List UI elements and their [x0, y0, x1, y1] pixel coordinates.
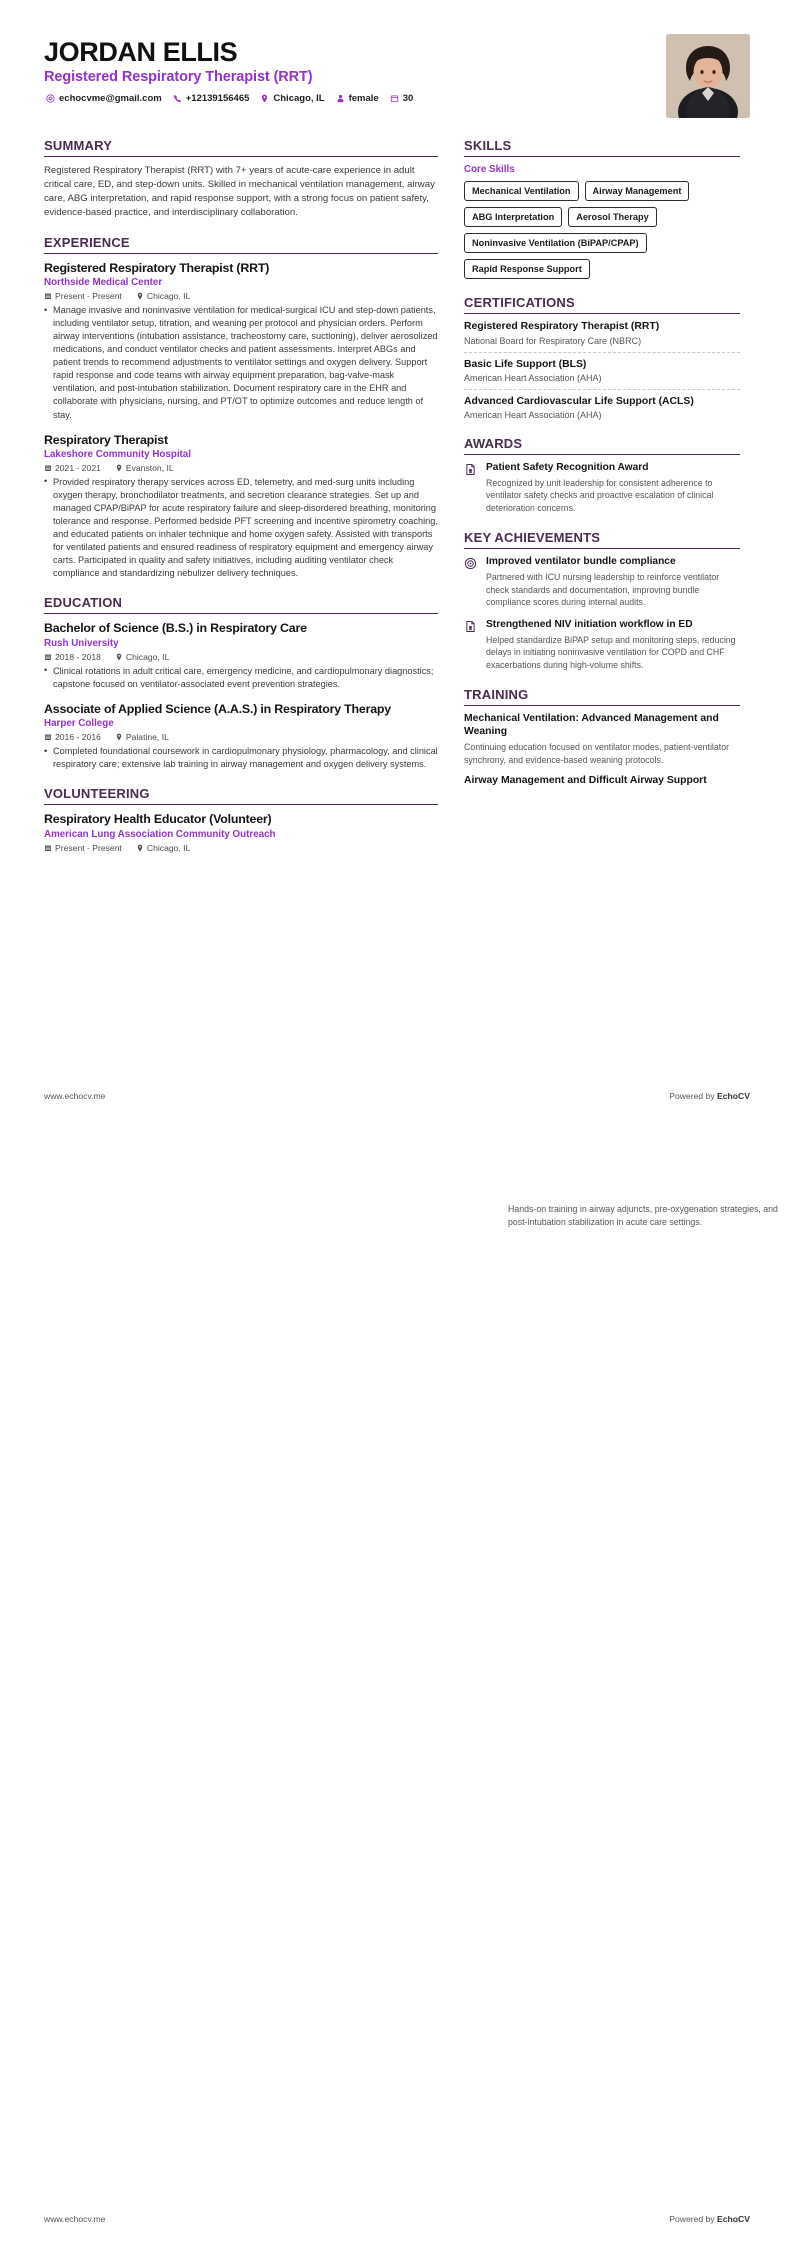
training-title: Mechanical Ventilation: Advanced Management and Weaning — [464, 713, 719, 737]
experience-location — [115, 463, 174, 473]
education-title: Associate of Applied Science (A.A.S.) in Respiratory Therapy — [44, 701, 391, 716]
section-experience — [44, 235, 438, 581]
education-location — [115, 652, 169, 662]
footer-brand — [669, 1091, 750, 1101]
certification-item — [464, 396, 740, 420]
professional-title: Registered Respiratory Therapist (RRT) — [44, 69, 313, 86]
footer-brand-name: EchoCV — [717, 1091, 750, 1101]
award-body — [486, 462, 740, 514]
email-icon — [46, 94, 55, 103]
section-heading-training: TRAINING — [464, 687, 740, 706]
contact-age-text: 30 — [402, 93, 414, 105]
education-dates-text: 2016 - 2016 — [55, 732, 101, 743]
education-org: Rush University — [44, 637, 119, 649]
certification-issuer: National Board for Respiratory Care (NBRC) — [464, 335, 642, 346]
volunteering-title: Respiratory Health Educator (Volunteer) — [44, 812, 272, 827]
section-heading-key-achievements: KEY ACHIEVEMENTS — [464, 530, 740, 549]
achievement-title: Improved ventilator bundle compliance — [486, 556, 676, 568]
contact-age — [390, 93, 414, 104]
location-pin-icon — [115, 653, 123, 661]
training-overflow-block — [508, 1203, 784, 1229]
location-pin-icon — [115, 464, 123, 472]
achievement-body — [486, 619, 740, 671]
page-title: JORDAN ELLIS — [44, 37, 238, 67]
page-footer — [44, 2214, 750, 2224]
certification-issuer: American Heart Association (AHA) — [464, 372, 602, 383]
footer-powered-prefix: Powered by — [669, 2214, 718, 2224]
volunteering-meta — [44, 843, 438, 853]
calendar-icon — [44, 733, 52, 741]
contact-email — [46, 93, 162, 104]
resume-page-2 — [0, 1123, 794, 2246]
calendar-icon — [44, 292, 52, 300]
achievement-item — [464, 619, 740, 671]
experience-dates-text: Present - Present — [55, 291, 122, 301]
contact-phone — [173, 93, 250, 104]
training-overflow-text: Hands-on training in airway adjuncts, pre-oxygenation strategies, and post-intubation stabilization in acute care settings. — [508, 1204, 778, 1227]
header-left — [44, 34, 413, 104]
footer-brand — [669, 2214, 750, 2224]
contact-row — [46, 93, 413, 104]
section-education — [44, 595, 438, 771]
footer-url: www.echocv.me — [44, 1091, 106, 1101]
training-item — [464, 775, 740, 788]
experience-dates — [44, 291, 122, 301]
certification-name: Registered Respiratory Therapist (RRT) — [464, 321, 660, 333]
skill-chip: Mechanical Ventilation — [464, 181, 579, 201]
contact-phone-text: +12139156465 — [185, 93, 250, 105]
education-dates-text: 2018 - 2018 — [55, 651, 101, 662]
volunteering-dates-text: Present - Present — [55, 842, 122, 853]
certification-item — [464, 359, 740, 390]
document-icon — [464, 619, 479, 671]
experience-bullets — [44, 304, 438, 422]
section-certifications — [464, 295, 740, 420]
page-2-content — [44, 1123, 778, 1229]
section-heading-skills: SKILLS — [464, 138, 740, 157]
volunteering-location-text: Chicago, IL — [146, 842, 191, 853]
experience-title: Registered Respiratory Therapist (RRT) — [44, 260, 270, 275]
training-title: Airway Management and Difficult Airway Support — [464, 775, 707, 787]
section-training — [464, 687, 740, 788]
experience-location-text: Evanston, IL — [125, 462, 174, 473]
contact-email-text: echocvme@gmail.com — [59, 93, 162, 105]
skill-chip: ABG Interpretation — [464, 207, 562, 227]
certificate-icon — [464, 462, 479, 514]
list-item: • Manage invasive and noninvasive ventilation for medical-surgical ICU and step-down patients, including ventilator setup, titration, and weaning per protocol and physician orders. Perform airway interventions (intubation assistance, tracheostomy care, suctioning), deliver aerosolized medications, and conduct ventilator checks and patient assessments. Interpret ABGs and patient trends to recommend adjustments to ventilator settings and oxygen delivery. Support rapid response and code teams with airway equipment preparation, bag-valve-mask ventilation, and post-intubation stabilization. Document respiratory care in the EHR and collaborate with physicians, nursing, and PT/OT to optimize outcomes and reduce length of stay. — [44, 304, 438, 422]
education-dates — [44, 732, 101, 742]
avatar — [666, 34, 750, 118]
education-bullets — [44, 745, 438, 771]
achievement-item — [464, 556, 740, 608]
volunteering-org: American Lung Association Community Outreach — [44, 828, 276, 840]
education-meta — [44, 652, 438, 662]
achievement-body — [486, 556, 740, 608]
experience-meta — [44, 291, 438, 301]
list-item: • Completed foundational coursework in cardiopulmonary physiology, pharmacology, and clinical respiratory care; extensive lab training in airway management and oxygen delivery systems. — [44, 745, 438, 771]
page-footer — [44, 1091, 750, 1101]
skill-chip: Airway Management — [585, 181, 690, 201]
target-icon — [464, 556, 479, 608]
section-key-achievements — [464, 530, 740, 671]
skill-chip: Aerosol Therapy — [568, 207, 657, 227]
experience-location-text: Chicago, IL — [146, 291, 191, 301]
experience-bullets — [44, 476, 438, 581]
education-entry — [44, 621, 438, 691]
experience-org: Lakeshore Community Hospital — [44, 448, 191, 460]
footer-brand-name: EchoCV — [717, 2214, 750, 2224]
achievement-description: Helped standardize BiPAP setup and monitoring steps, reducing delays in initiating noninvasive ventilation for COPD and CHF exacerbations during high-volume shifts. — [486, 634, 736, 670]
experience-entry — [44, 433, 438, 581]
experience-entry — [44, 261, 438, 422]
location-pin-icon — [136, 292, 144, 300]
education-location — [115, 732, 169, 742]
section-heading-summary: SUMMARY — [44, 138, 438, 157]
skills-group-label: Core Skills — [464, 164, 515, 175]
education-location-text: Chicago, IL — [125, 651, 170, 662]
experience-meta — [44, 463, 438, 473]
person-icon — [336, 94, 345, 103]
volunteering-entry — [44, 812, 438, 852]
education-dates — [44, 652, 101, 662]
summary-text: Registered Respiratory Therapist (RRT) with 7+ years of acute-care experience in adult critical care, ED, and step-down units. Skilled in mechanical ventilation management, airway care, ABG interpretation, and rapid response support, with a strong focus on patient safety, evidence-based practice, and interdisciplinary collaboration. — [44, 165, 435, 218]
location-pin-icon — [115, 733, 123, 741]
contact-location-text: Chicago, IL — [273, 93, 325, 105]
education-title: Bachelor of Science (B.S.) in Respiratory Care — [44, 621, 307, 636]
location-pin-icon — [136, 844, 144, 852]
achievement-title: Strengthened NIV initiation workflow in ED — [486, 618, 693, 630]
right-column — [464, 138, 740, 788]
award-description: Recognized by unit leadership for consistent adherence to ventilator safety checks and proactive escalation of clinical deterioration concerns. — [486, 477, 714, 513]
phone-icon — [173, 94, 182, 103]
section-heading-education: EDUCATION — [44, 595, 438, 614]
skill-chip: Noninvasive Ventilation (BiPAP/CPAP) — [464, 233, 647, 253]
section-heading-volunteering: VOLUNTEERING — [44, 786, 438, 805]
training-description: Continuing education focused on ventilator modes, patient-ventilator synchrony, and evidence-based weaning protocols. — [464, 742, 730, 765]
section-summary — [44, 138, 438, 220]
skill-chip: Rapid Response Support — [464, 259, 590, 279]
certification-issuer: American Heart Association (AHA) — [464, 410, 602, 420]
certification-name: Basic Life Support (BLS) — [464, 358, 587, 370]
section-skills — [464, 138, 740, 279]
calendar-icon — [44, 844, 52, 852]
contact-gender — [336, 93, 379, 104]
education-location-text: Palatine, IL — [125, 732, 169, 743]
award-item — [464, 462, 740, 514]
experience-org: Northside Medical Center — [44, 277, 163, 288]
section-heading-experience: EXPERIENCE — [44, 235, 438, 254]
section-heading-certifications: CERTIFICATIONS — [464, 295, 740, 314]
section-volunteering — [44, 786, 438, 852]
training-item — [464, 713, 740, 766]
experience-dates — [44, 463, 101, 473]
list-item: • Provided respiratory therapy services across ED, telemetry, and med-surg units including oxygen therapy, bronchodilator treatments, and secretion clearance strategies. Set up and managed CPAP/BiPAP for acute respiratory failure and sleep-disordered breathing, monitoring tolerance and response. Performed bedside PFT screening and incentive spirometry coaching, and educated patients on inhaler technique and home oxygen safety. Assisted with transports for ventilated patients and ensured readiness of respiratory equipment and emergency airway carts. Participated in quality and safety initiatives, including auditing ventilator check compliance and standardizing nebulizer delivery techniques. — [44, 476, 438, 581]
experience-title: Respiratory Therapist — [44, 432, 168, 447]
resume-columns — [44, 138, 750, 856]
calendar-icon — [44, 653, 52, 661]
list-item: • Clinical rotations in adult critical care, emergency medicine, and cardiopulmonary diagnostics; capstone focused on ventilator-associated event prevention strategies. — [44, 665, 438, 691]
volunteering-location — [136, 843, 190, 853]
volunteering-dates — [44, 843, 122, 853]
resume-header — [44, 34, 750, 118]
education-bullets — [44, 665, 438, 691]
left-column — [44, 138, 438, 856]
section-heading-awards: AWARDS — [464, 436, 740, 455]
education-meta — [44, 732, 438, 742]
education-org: Harper College — [44, 718, 114, 730]
calendar-icon — [44, 464, 52, 472]
experience-dates-text: 2021 - 2021 — [55, 462, 101, 473]
certification-name: Advanced Cardiovascular Life Support (ACLS) — [464, 395, 694, 407]
contact-gender-text: female — [348, 93, 379, 105]
achievement-description: Partnered with ICU nursing leadership to reinforce ventilator check standards and documentation, improving bundle compliance scores during internal audits. — [486, 572, 720, 608]
location-pin-icon — [260, 94, 269, 103]
avatar-portrait-icon — [666, 34, 750, 118]
footer-url: www.echocv.me — [44, 2214, 106, 2224]
contact-location — [260, 93, 324, 104]
section-awards — [464, 436, 740, 514]
certification-item — [464, 321, 740, 352]
skills-chip-list — [464, 181, 740, 279]
award-title: Patient Safety Recognition Award — [486, 462, 649, 473]
experience-location — [136, 291, 190, 301]
footer-powered-prefix: Powered by — [669, 1091, 718, 1101]
calendar-icon — [390, 94, 399, 103]
education-entry — [44, 702, 438, 772]
